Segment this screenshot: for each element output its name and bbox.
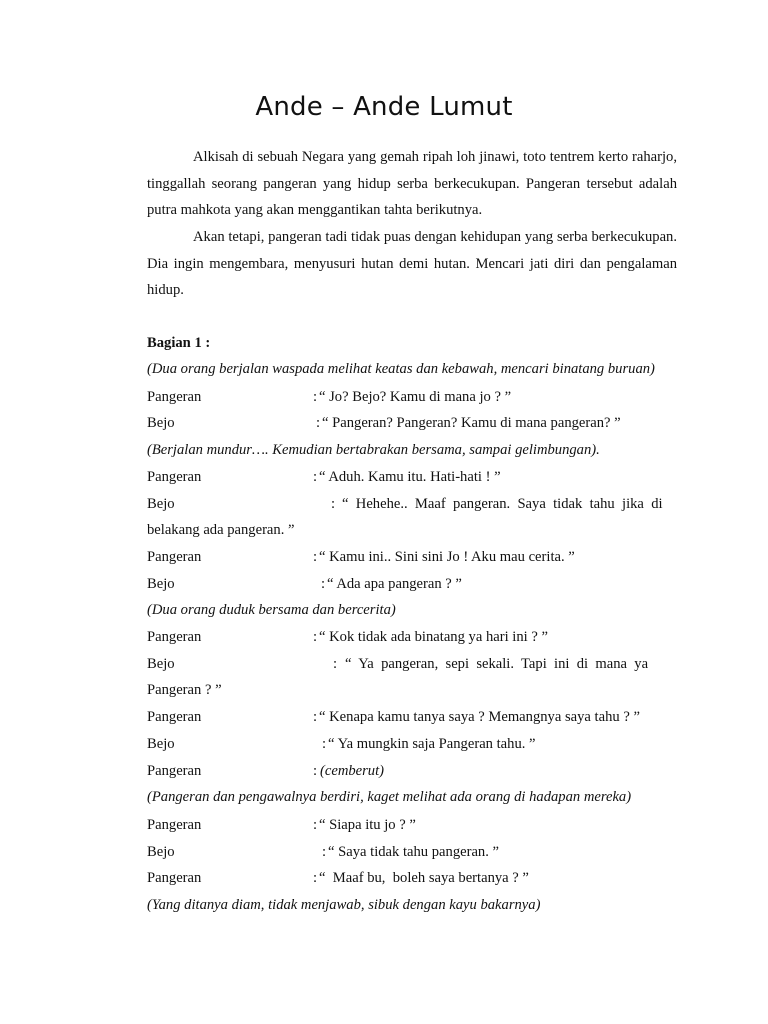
dialog-text: “ Ada apa pangeran ? ”: [327, 576, 462, 592]
dialog-colon: :: [313, 763, 318, 779]
speaker-name: Bejo: [147, 656, 175, 672]
dialog-text: “ Saya tidak tahu pangeran. ”: [328, 844, 499, 860]
dialog-colon: :: [322, 736, 327, 752]
dialog-colon: :: [313, 817, 318, 833]
dialog-text: “ Pangeran? Pangeran? Kamu di mana pangeran? ”: [322, 415, 621, 431]
speaker-name: Bejo: [147, 844, 175, 860]
intro-paragraph-2: Akan tetapi, pangeran tadi tidak puas dengan kehidupan yang serba berkecukupan. Dia ingin mengembara, menyusuri hutan demi hutan. Mencari jati diri dan pengalaman hidup.: [147, 229, 677, 299]
speaker-name: Pangeran: [147, 389, 202, 405]
stage-direction: (Berjalan mundur…. Kemudian bertabrakan bersama, sampai gelimbungan).: [147, 442, 600, 458]
dialog-text: “ Ya pangeran, sepi sekali. Tapi ini di mana ya: [345, 656, 649, 672]
dialog-colon: :: [313, 389, 318, 405]
dialog-colon: :: [313, 469, 318, 485]
dialog-colon: :: [322, 844, 327, 860]
speaker-name: Bejo: [147, 496, 175, 512]
dialog-text: “ Kok tidak ada binatang ya hari ini ? ”: [319, 629, 548, 645]
dialog-colon: :: [331, 496, 336, 512]
dialog-text: “ Ya mungkin saja Pangeran tahu. ”: [328, 736, 536, 752]
dialog-text: “ Hehehe.. Maaf pangeran. Saya tidak tahu jika di: [342, 496, 663, 512]
document-title: Ande – Ande Lumut: [255, 92, 513, 122]
stage-direction: (Dua orang berjalan waspada melihat keatas dan kebawah, mencari binatang buruan): [147, 361, 655, 377]
speaker-name: Bejo: [147, 736, 175, 752]
speaker-name: Pangeran: [147, 549, 202, 565]
speaker-name: Pangeran: [147, 817, 202, 833]
dialog-colon: :: [333, 656, 338, 672]
dialog-colon: :: [316, 415, 321, 431]
speaker-name: Pangeran: [147, 469, 202, 485]
dialog-text: “ Jo? Bejo? Kamu di mana jo ? ”: [319, 389, 512, 405]
section-heading: Bagian 1 :: [147, 335, 211, 351]
speaker-name: Pangeran: [147, 870, 202, 886]
stage-direction: (Dua orang duduk bersama dan bercerita): [147, 602, 396, 618]
dialog-text: “ Kenapa kamu tanya saya ? Memangnya saya tahu ? ”: [319, 709, 640, 725]
dialog-colon: :: [313, 709, 318, 725]
dialog-text: “ Maaf bu, boleh saya bertanya ? ”: [319, 870, 529, 886]
speaker-name: Pangeran: [147, 709, 202, 725]
dialog-text: “ Siapa itu jo ? ”: [319, 817, 416, 833]
dialog-colon: :: [313, 629, 318, 645]
dialog-colon: :: [313, 870, 318, 886]
speaker-name: Bejo: [147, 415, 175, 431]
intro-paragraph-1: Alkisah di sebuah Negara yang gemah ripah loh jinawi, toto tentrem kerto raharjo, tinggallah seorang pangeran yang hidup serba berkecukupan. Pangeran tersebut adalah putra mahkota yang akan menggantikan tahta berikutnya.: [147, 149, 677, 219]
dialog-text: (cemberut): [320, 763, 385, 779]
dialog-continuation: belakang ada pangeran. ”: [147, 522, 295, 538]
stage-direction: (Pangeran dan pengawalnya berdiri, kaget melihat ada orang di hadapan mereka): [147, 789, 632, 805]
dialog-text: “ Aduh. Kamu itu. Hati-hati ! ”: [319, 469, 501, 485]
dialog-colon: :: [321, 576, 326, 592]
stage-direction: (Yang ditanya diam, tidak menjawab, sibuk dengan kayu bakarnya): [147, 897, 541, 913]
dialog-colon: :: [313, 549, 318, 565]
dialog-text: “ Kamu ini.. Sini sini Jo ! Aku mau cerita. ”: [319, 549, 575, 565]
dialog-continuation: Pangeran ? ”: [147, 682, 222, 698]
speaker-name: Bejo: [147, 576, 175, 592]
speaker-name: Pangeran: [147, 763, 202, 779]
speaker-name: Pangeran: [147, 629, 202, 645]
